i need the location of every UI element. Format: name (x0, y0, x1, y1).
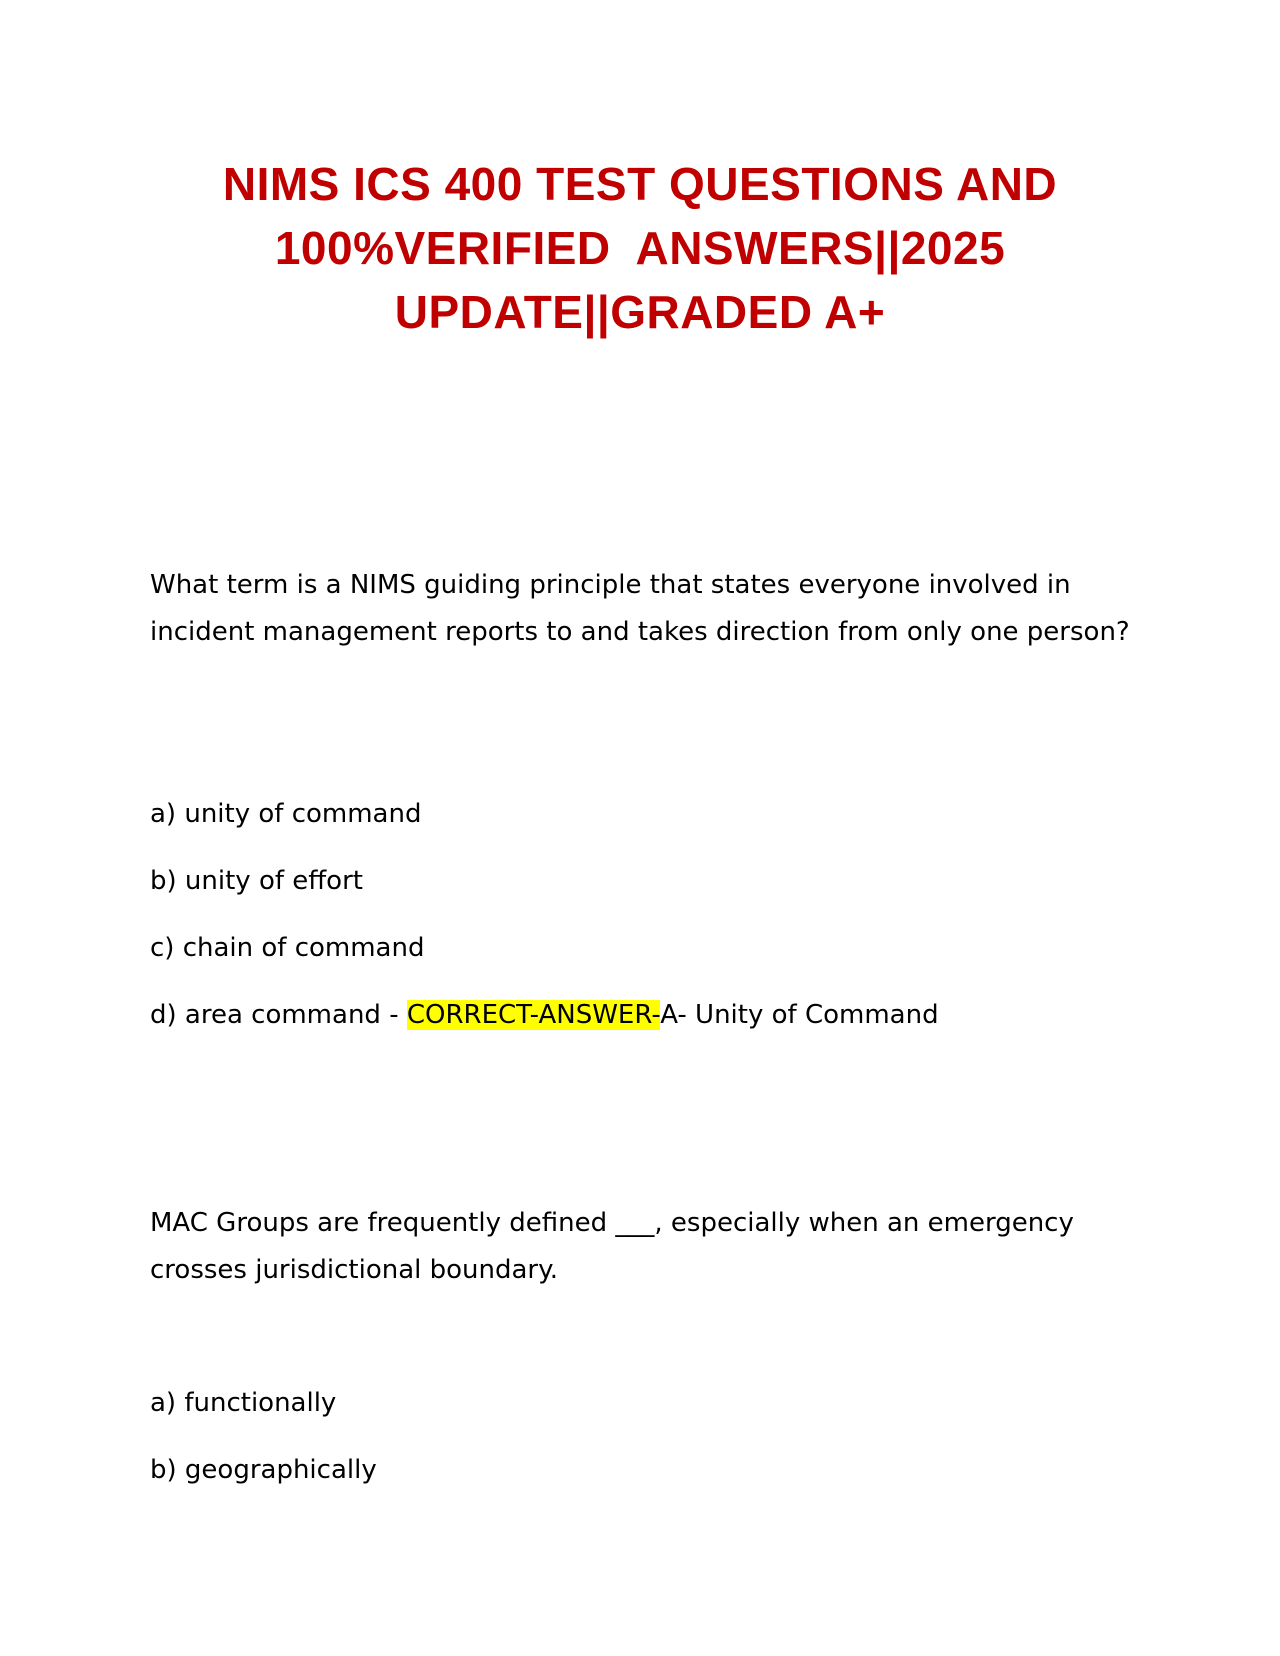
question-2-text: MAC Groups are frequently defined ___, especially when an emergency crosses jurisdictional boundary. (150, 1208, 1074, 1285)
question-1-option-a: a) unity of command (150, 799, 422, 829)
title-line: 100%VERIFIED ANSWERS||2025 (274, 222, 1006, 274)
title-line: UPDATE||GRADED A+ (394, 286, 886, 338)
option-d-label: d) area command - (150, 1000, 407, 1030)
question-1-text: What term is a NIMS guiding principle that states everyone involved in incident management reports to and takes direction from only one person? (150, 570, 1130, 647)
document-title (120, 152, 1160, 344)
question-1-option-d (150, 995, 1150, 1035)
title-line: NIMS ICS 400 TEST QUESTIONS AND (222, 158, 1058, 210)
question-1-option-b: b) unity of effort (150, 866, 363, 896)
correct-answer-marker: CORRECT-ANSWER- (406, 1000, 661, 1030)
correct-answer-text: A- Unity of Command (660, 1000, 939, 1030)
question-2-option-b: b) geographically (150, 1455, 377, 1485)
question-2-option-a: a) functionally (150, 1388, 337, 1418)
question-1-option-c: c) chain of command (150, 933, 425, 963)
